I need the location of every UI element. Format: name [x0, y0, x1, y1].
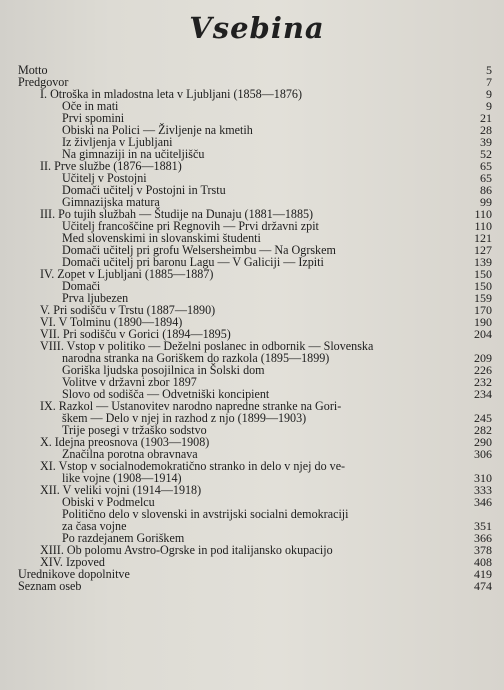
toc-entry-page: 346: [474, 495, 492, 509]
toc-entry-page: 127: [474, 243, 492, 257]
toc-entry-title: Značilna porotna obravnava: [62, 447, 198, 461]
toc-entry-page: 159: [474, 291, 492, 305]
toc-entry-page: 28: [480, 123, 492, 137]
toc-entry-title: Gimnazijska matura: [62, 195, 160, 209]
toc-entry-title: XIII. Ob polomu Avstro-Ogrske in pod italijansko okupacijo: [40, 543, 333, 557]
toc-entry-page: 351: [474, 519, 492, 533]
toc-entry-page: 86: [480, 183, 492, 197]
toc-entry-title: IV. Zopet v Ljubljani (1885—1887): [40, 267, 214, 281]
toc-entry-title: Domači učitelj v Postojni in Trstu: [62, 183, 226, 197]
toc-entry-title: Seznam oseb: [18, 579, 82, 593]
toc-entry-title: III. Po tujih službah — Študije na Dunaju (1881—1885): [40, 207, 314, 221]
toc-entry-title: I. Otroška in mladostna leta v Ljubljani (1858—1876): [40, 87, 302, 101]
toc-entry-title: narodna stranka na Goriškem do razkola (1895—1899): [62, 351, 330, 365]
toc-entry-title: XI. Vstop v socialnodemokratično stranko in delo v njej do ve-: [40, 459, 346, 473]
toc-entry-title: Obiski v Podmelcu: [62, 495, 155, 509]
table-of-contents: [18, 64, 492, 592]
toc-entry-title: za časa vojne: [62, 519, 127, 533]
toc-entry-title: Urednikove dopolnitve: [18, 567, 130, 581]
toc-entry-page: 52: [480, 147, 492, 161]
toc-entry-page: 209: [474, 351, 492, 365]
toc-entry-page: 170: [474, 303, 492, 317]
toc-entry-title: Politično delo v slovenski in avstrijski socialni demokraciji: [62, 507, 349, 521]
toc-entry-title: VII. Pri sodišču v Gorici (1894—1895): [40, 327, 231, 341]
toc-entry-page: 121: [474, 231, 492, 245]
toc-entry-title: Trije posegi v tržaško sodstvo: [62, 423, 207, 437]
toc-entry-title: Med slovenskimi in slovanskimi študenti: [62, 231, 261, 245]
toc-entry-page: 7: [486, 75, 492, 89]
toc-entry: [18, 568, 492, 580]
toc-entry-title: Prva ljubezen: [62, 291, 129, 305]
toc-entry-title: VI. V Tolminu (1890—1894): [40, 315, 183, 329]
toc-entry: [18, 64, 492, 76]
toc-entry-page: 232: [474, 375, 492, 389]
toc-entry-title: Domači: [62, 279, 101, 293]
toc-entry-page: 150: [474, 279, 492, 293]
toc-entry-title: like vojne (1908—1914): [62, 471, 182, 485]
toc-entry-title: škem — Delo v njej in razhod z njo (1899—1903): [62, 411, 307, 425]
toc-entry-page: 366: [474, 531, 492, 545]
toc-entry-page: 9: [486, 87, 492, 101]
toc-entry-title: Slovo od sodišča — Odvetniški koncipient: [62, 387, 270, 401]
toc-entry-page: 306: [474, 447, 492, 461]
toc-entry-page: 5: [486, 63, 492, 77]
toc-entry-title: II. Prve službe (1876—1881): [40, 159, 182, 173]
toc-entry-page: 110: [474, 207, 492, 221]
toc-entry-title: Na gimnaziji in na učiteljišču: [62, 147, 205, 161]
toc-entry-title: Iz življenja v Ljubljani: [62, 135, 173, 149]
toc-entry-page: 234: [474, 387, 492, 401]
toc-entry-page: 190: [474, 315, 492, 329]
toc-entry-title: Učitelj francoščine pri Regnovih — Prvi državni zpit: [62, 219, 319, 233]
toc-entry-title: IX. Razkol — Ustanovitev narodno napredne stranke na Gori-: [40, 399, 342, 413]
toc-entry-page: 99: [480, 195, 492, 209]
toc-entry-title: Volitve v državni zbor 1897: [62, 375, 197, 389]
toc-entry-page: 282: [474, 423, 492, 437]
toc-entry-page: 65: [480, 171, 492, 185]
toc-entry-title: Domači učitelj pri baronu Lagu — V Galiciji — Izpiti: [62, 255, 324, 269]
toc-entry-page: 9: [486, 99, 492, 113]
toc-entry-page: 110: [474, 219, 492, 233]
toc-entry: [18, 580, 492, 592]
toc-entry-title: Oče in mati: [62, 99, 119, 113]
toc-entry-page: 65: [480, 159, 492, 173]
toc-entry-page: 408: [474, 555, 492, 569]
toc-entry-page: 290: [474, 435, 492, 449]
toc-entry-title: V. Pri sodišču v Trstu (1887—1890): [40, 303, 216, 317]
toc-entry-page: 419: [474, 567, 492, 581]
toc-entry-title: Prvi spomini: [62, 111, 125, 125]
toc-entry-title: Po razdejanem Goriškem: [62, 531, 185, 545]
toc-entry-page: 310: [474, 471, 492, 485]
toc-entry-page: 226: [474, 363, 492, 377]
toc-entry-page: 39: [480, 135, 492, 149]
toc-entry-page: 150: [474, 267, 492, 281]
toc-entry-title: Predgovor: [18, 75, 69, 89]
toc-entry-title: Domači učitelj pri grofu Welsersheimbu — Na Ogrskem: [62, 243, 336, 257]
toc-entry-title: Obiski na Polici — Življenje na kmetih: [62, 123, 253, 137]
toc-entry-page: 204: [474, 327, 492, 341]
toc-entry-title: X. Idejna preosnova (1903—1908): [40, 435, 210, 449]
toc-entry-title: Motto: [18, 63, 48, 77]
toc-entry-title: XII. V veliki vojni (1914—1918): [40, 483, 202, 497]
toc-entry-page: 474: [474, 579, 492, 593]
toc-entry-page: 378: [474, 543, 492, 557]
toc-entry-title: XIV. Izpoved: [40, 555, 105, 569]
toc-entry-page: 333: [474, 483, 492, 497]
toc-entry-page: 21: [480, 111, 492, 125]
toc-entry-page: 139: [474, 255, 492, 269]
toc-entry-title: VIII. Vstop v politiko — Deželni poslanec in odbornik — Slovenska: [40, 339, 374, 353]
toc-entry-title: Učitelj v Postojni: [62, 171, 147, 185]
toc-entry-page: 245: [474, 411, 492, 425]
toc-title: Vsebina: [189, 11, 325, 45]
toc-entry-title: Goriška ljudska posojilnica in Šolski dom: [62, 363, 265, 377]
